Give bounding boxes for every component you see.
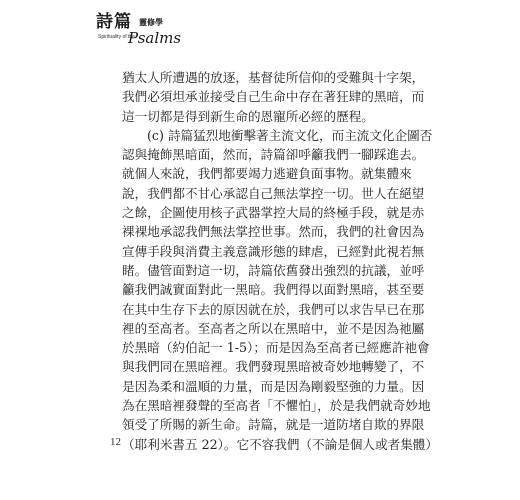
logo-english-prefix: Spirituality of the	[98, 34, 135, 40]
text-line: 睹。儘管面對這一切，詩篇依舊發出強烈的抗議，並呼	[122, 262, 425, 278]
logo-title: 詩篇	[96, 12, 132, 32]
text-line: 裸裸地承認我們無法掌控世事。然而，我們的社會因為	[122, 224, 425, 240]
text-line: 在其中生存下去的原因就在於，我們可以求告早已在那	[122, 301, 425, 317]
text-line: 之餘，企圖使用核子武器掌控大局的終極手段，就是赤	[122, 205, 425, 221]
book-logo	[96, 14, 186, 48]
body-text	[122, 68, 438, 454]
paragraph-start-line: (c) 詩篇猛烈地衝擊著主流文化，而主流文化企圖否	[147, 127, 433, 143]
text-line: 這一切都是得到新生命的恩寵所必經的歷程。	[122, 108, 374, 124]
text-line: 宣傳手段與消費主義意識形態的肆虐，已經對此視若無	[122, 243, 425, 259]
text-line: 我們必須坦承並接受自己生命中存在著狂肆的黑暗，而	[122, 89, 425, 105]
text-line: 猶太人所遭遇的放逐，基督徒所信仰的受難與十字架，	[122, 70, 425, 85]
text-line: 是因為柔和溫順的力量，而是因為剛毅堅強的力量。因	[122, 378, 425, 394]
text-line: 就個人來說，我們都要竭力逃避負面事物。就集體來	[122, 166, 412, 182]
text-line: （耶利米書五 22）。它不容我們（不論是個人或者集體）	[122, 436, 438, 452]
text-line: 領受了所賜的新生命。詩篇，就是一道防堵自欺的界限	[122, 417, 425, 433]
text-line: 籲我們誠實面對此一黑暗。我們得以面對黑暗，甚至要	[122, 282, 425, 298]
text-line: 與我們同在黑暗裡。我們發現黑暗被奇妙地轉變了，不	[122, 359, 425, 375]
logo-subtitle: 靈修學	[139, 17, 163, 27]
text-line: 裡的至高者。至高者之所以在黑暗中，並不是因為祂屬	[122, 320, 425, 336]
text-line: 說，我們都不甘心承認自己無法掌控一切。世人在絕望	[122, 185, 425, 201]
page-number: 12	[110, 436, 121, 448]
text-line: 於黑暗（約伯記一 1-5）；而是因為至高者已經應許祂會	[122, 340, 430, 356]
text-line: 為在黑暗裡發聲的至高者「不懼怕」，於是我們就奇妙地	[122, 398, 431, 414]
logo-english-script: Psalms	[128, 29, 182, 47]
text-line: 認與掩飾黑暗面，然而，詩篇卻呼籲我們一腳踩進去。	[122, 147, 425, 163]
